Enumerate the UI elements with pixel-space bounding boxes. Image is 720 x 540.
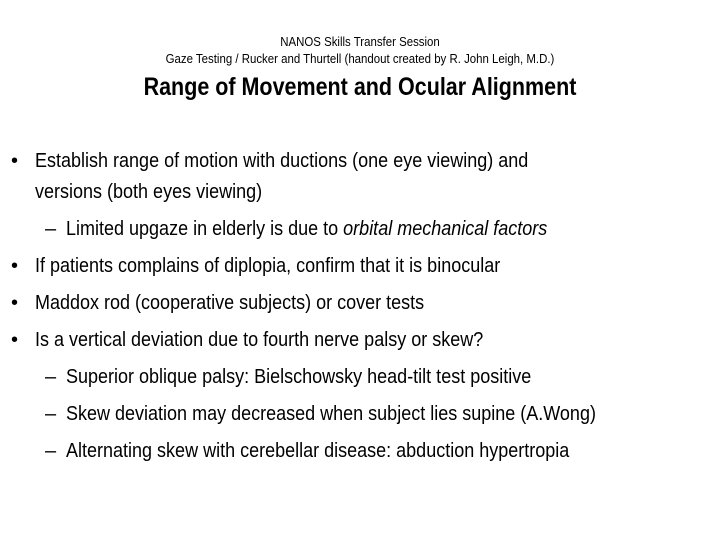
sub-bullet-emphasis: orbital mechanical factors xyxy=(343,218,548,240)
session-subtitle: NANOS Skills Transfer Session xyxy=(280,34,440,49)
bullet-text: Establish range of motion with ductions (one eye viewing) and xyxy=(35,150,529,172)
sub-bullet-item xyxy=(0,214,720,245)
slide-title: Range of Movement and Ocular Alignment xyxy=(143,73,577,101)
sub-bullet-text xyxy=(66,214,547,245)
bullet-item xyxy=(0,146,720,177)
sub-bullet-marker: – xyxy=(45,218,57,240)
sub-bullet-text: Alternating skew with cerebellar disease: abduction hypertropia xyxy=(66,440,570,462)
bullet-marker: • xyxy=(11,329,19,351)
bullet-continuation xyxy=(0,177,720,208)
sub-bullet-text: Skew deviation may decreased when subject lies supine (A.Wong) xyxy=(66,403,596,425)
bullet-marker: • xyxy=(11,150,19,172)
bullet-text-continued: versions (both eyes viewing) xyxy=(35,181,263,203)
sub-bullet-marker: – xyxy=(45,440,57,462)
source-subtitle: Gaze Testing / Rucker and Thurtell (handout created by R. John Leigh, M.D.) xyxy=(165,51,555,66)
bullet-marker: • xyxy=(11,255,19,277)
sub-bullet-text: Superior oblique palsy: Bielschowsky head-tilt test positive xyxy=(66,366,532,388)
sub-bullet-item xyxy=(0,362,720,393)
bullet-text: Is a vertical deviation due to fourth nerve palsy or skew? xyxy=(35,329,484,351)
bullet-item xyxy=(0,251,720,282)
sub-bullet-marker: – xyxy=(45,366,57,388)
slide-header xyxy=(0,33,720,103)
bullet-marker: • xyxy=(11,292,19,314)
sub-bullet-item xyxy=(0,436,720,467)
sub-bullet-item xyxy=(0,399,720,430)
sub-bullet-prefix: Limited upgaze in elderly is due to xyxy=(66,218,344,240)
bullet-item xyxy=(0,288,720,319)
bullet-item xyxy=(0,325,720,356)
bullet-text: If patients complains of diplopia, confirm that it is binocular xyxy=(35,255,501,277)
bullet-list xyxy=(0,146,720,467)
sub-bullet-marker: – xyxy=(45,403,57,425)
bullet-text: Maddox rod (cooperative subjects) or cover tests xyxy=(35,292,425,314)
